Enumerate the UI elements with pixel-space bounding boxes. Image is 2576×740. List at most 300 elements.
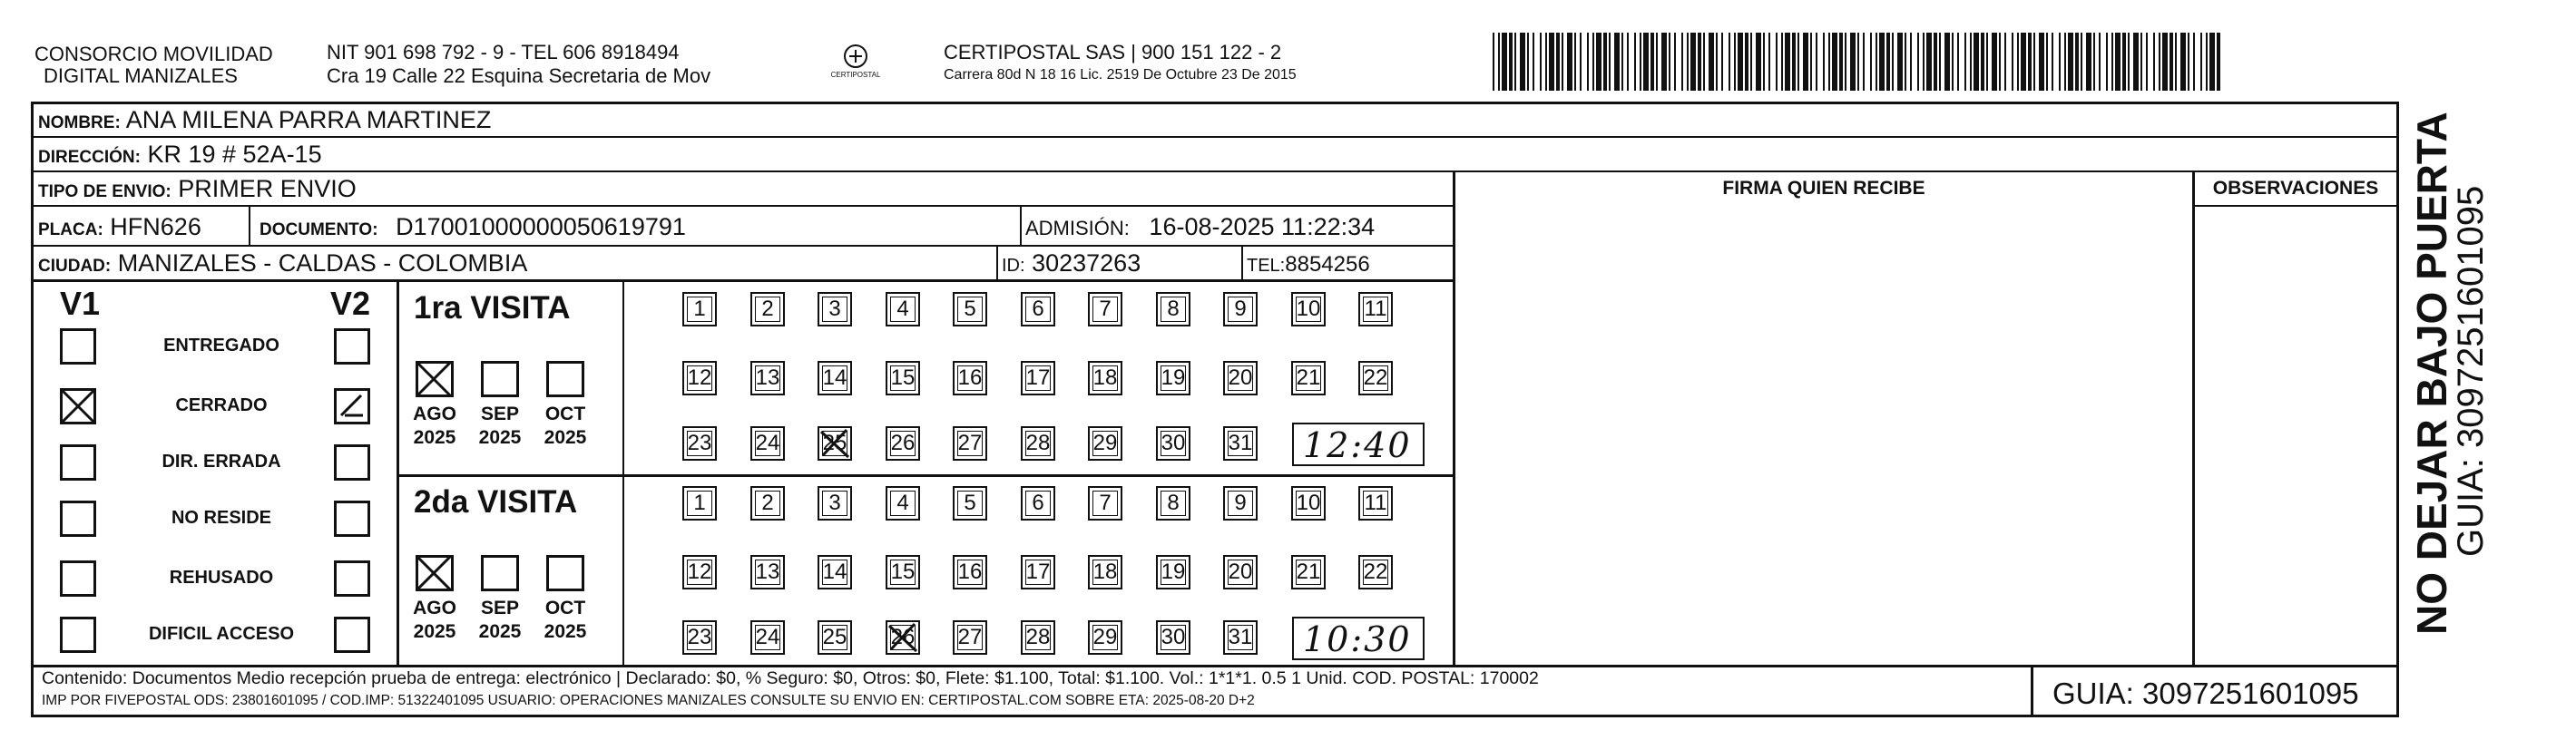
barcode-bar xyxy=(2140,33,2142,91)
address-label: DIRECCIÓN: xyxy=(38,148,141,167)
barcode-bar xyxy=(1845,33,1846,91)
barcode-bar xyxy=(1776,33,1778,91)
day-box[interactable] xyxy=(1358,486,1393,521)
day-box[interactable] xyxy=(818,361,852,395)
day-number: 27 xyxy=(957,625,983,649)
barcode-bar xyxy=(1768,33,1770,91)
barcode-bar xyxy=(1540,33,1542,91)
v2-status-checkbox[interactable] xyxy=(334,328,370,365)
day-box[interactable] xyxy=(818,486,852,521)
shipment-type-value: PRIMER ENVIO xyxy=(178,175,357,202)
year-label: 2025 xyxy=(413,621,456,642)
month-checkbox[interactable] xyxy=(416,361,454,397)
barcode-bar xyxy=(2059,33,2061,91)
day-number: 22 xyxy=(1363,365,1388,390)
v2-status-checkbox[interactable] xyxy=(334,501,370,537)
barcode-bar xyxy=(1797,33,1799,91)
barcode-bar xyxy=(1756,33,1761,91)
year-label: 2025 xyxy=(413,427,456,448)
day-number: 31 xyxy=(1228,431,1253,455)
barcode-bar xyxy=(2075,33,2079,91)
day-box[interactable] xyxy=(1156,555,1190,589)
day-number: 29 xyxy=(1092,625,1118,649)
year-label: 2025 xyxy=(478,427,522,448)
barcode-bar xyxy=(1828,33,1830,91)
year-label: 2025 xyxy=(544,427,587,448)
day-box[interactable] xyxy=(1156,620,1190,655)
barcode-bar xyxy=(1823,33,1825,91)
month-label: SEP xyxy=(480,598,520,618)
barcode-bar xyxy=(1729,33,1730,91)
day-number: 4 xyxy=(896,491,909,515)
day-box[interactable] xyxy=(1088,555,1122,589)
day-box[interactable] xyxy=(886,361,920,395)
city-field xyxy=(38,248,527,281)
day-box[interactable] xyxy=(818,426,852,461)
footer-print-info: IMP POR FIVEPOSTAL ODS: 23801601095 / COD.IMP: 51322401095 USUARIO: OPERACIONES MANIZALES CONSULTE SU ENVIO EN: CERTIPOSTAL.COM SOBRE ETA: 2025-08-20 D+2 xyxy=(42,693,1255,708)
barcode-bar xyxy=(1923,33,1925,91)
day-number: 13 xyxy=(755,560,780,584)
day-box[interactable] xyxy=(750,555,785,589)
barcode-bar xyxy=(1621,33,1623,91)
time-box[interactable] xyxy=(1292,423,1425,466)
day-box[interactable] xyxy=(1358,555,1393,589)
v1-status-checkbox[interactable] xyxy=(60,328,96,365)
barcode-bar xyxy=(1681,33,1683,91)
barcode-bar xyxy=(1876,33,1877,91)
day-box[interactable] xyxy=(682,361,717,395)
barcode-bar xyxy=(1493,33,1494,91)
barcode-bar xyxy=(1745,33,1748,91)
barcode-bar xyxy=(2122,33,2126,91)
signature-header: FIRMA QUIEN RECIBE xyxy=(1722,178,1925,199)
day-number: 20 xyxy=(1228,365,1253,390)
month-label: AGO xyxy=(413,404,456,424)
status-label: REHUSADO xyxy=(169,568,274,588)
day-box[interactable] xyxy=(1291,292,1326,326)
day-box[interactable] xyxy=(682,620,717,655)
barcode-bar xyxy=(1669,33,1670,91)
day-number: 3 xyxy=(828,491,841,515)
barcode-bar xyxy=(1545,33,1547,91)
day-box[interactable] xyxy=(953,292,987,326)
barcode-bar xyxy=(1520,33,1525,91)
barcode-bar xyxy=(1939,33,1941,91)
day-box[interactable] xyxy=(1021,426,1055,461)
day-box[interactable] xyxy=(682,555,717,589)
barcode-bar xyxy=(1910,33,1912,91)
day-number: 7 xyxy=(1099,297,1112,321)
barcode-bar xyxy=(1863,33,1865,91)
day-box[interactable] xyxy=(1291,486,1326,521)
barcode-bar xyxy=(1721,33,1723,91)
barcode-bar xyxy=(2193,33,2195,91)
barcode-bar xyxy=(1857,33,1859,91)
visit1-title: 1ra VISITA xyxy=(414,290,571,326)
barcode-bar xyxy=(1674,33,1676,91)
day-box[interactable] xyxy=(953,555,987,589)
barcode-bar xyxy=(1687,33,1689,91)
v1-status-checkbox[interactable] xyxy=(60,501,96,537)
company-name-line2: DIGITAL MANIZALES xyxy=(44,64,238,87)
barcode-bar xyxy=(1703,33,1705,91)
day-box[interactable] xyxy=(1021,292,1055,326)
barcode-bar xyxy=(2086,33,2091,91)
courier-license: Carrera 80d N 18 16 Lic. 2519 De Octubre 23 De 2015 xyxy=(944,67,1297,83)
barcode-bar xyxy=(1509,33,1513,91)
shipment-type-label: TIPO DE ENVIO: xyxy=(38,182,171,201)
barcode-bar xyxy=(1897,33,1903,91)
barcode-bar xyxy=(1690,33,1696,91)
name-value: ANA MILENA PARRA MARTINEZ xyxy=(125,106,492,133)
barcode-bar xyxy=(2021,33,2026,91)
day-number: 11 xyxy=(1364,297,1387,321)
barcode-bar xyxy=(1850,33,1856,91)
plate-label: PLACA: xyxy=(38,220,103,239)
barcode-bar xyxy=(1803,33,1808,91)
day-number: 2 xyxy=(761,491,774,515)
day-number: 30 xyxy=(1161,625,1186,649)
day-box[interactable] xyxy=(750,620,785,655)
day-box[interactable] xyxy=(953,426,987,461)
day-number: 22 xyxy=(1363,560,1388,584)
barcode-bar xyxy=(2093,33,2095,91)
day-box[interactable] xyxy=(682,426,717,461)
barcode-bar xyxy=(1974,33,1979,91)
day-box[interactable] xyxy=(1156,292,1190,326)
barcode-bar xyxy=(1614,33,1620,91)
day-number: 21 xyxy=(1296,560,1321,584)
day-number: 6 xyxy=(1032,297,1044,321)
day-box[interactable] xyxy=(1223,426,1258,461)
day-number: 12 xyxy=(687,365,712,390)
day-box[interactable] xyxy=(886,486,920,521)
day-box[interactable] xyxy=(1223,486,1258,521)
day-box[interactable] xyxy=(886,426,920,461)
barcode-bar xyxy=(1698,33,1701,91)
barcode-bar xyxy=(2004,33,2006,91)
courier-company: CERTIPOSTAL SAS | 900 151 122 - 2 xyxy=(944,41,1282,63)
day-box[interactable] xyxy=(1021,555,1055,589)
barcode-bar xyxy=(2128,33,2130,91)
barcode-bar xyxy=(1839,33,1843,91)
day-number: 7 xyxy=(1099,491,1112,515)
company-nit: NIT 901 698 792 - 9 - TEL 606 8918494 xyxy=(327,41,680,63)
day-number: 20 xyxy=(1228,560,1253,584)
barcode-bar xyxy=(1596,33,1601,91)
barcode-bar xyxy=(1905,33,1906,91)
barcode-bar xyxy=(1634,33,1636,91)
time-box[interactable] xyxy=(1292,617,1425,660)
day-box[interactable] xyxy=(886,555,920,589)
day-number: 28 xyxy=(1025,625,1051,649)
barcode-bar xyxy=(1533,33,1534,91)
barcode-bar xyxy=(1763,33,1765,91)
barcode-bar xyxy=(2033,33,2035,91)
day-box[interactable] xyxy=(953,620,987,655)
day-number: 14 xyxy=(822,365,847,390)
barcode-bar xyxy=(2028,33,2032,91)
day-box[interactable] xyxy=(1088,486,1122,521)
barcode-bar xyxy=(1781,33,1783,91)
day-number: 31 xyxy=(1228,625,1253,649)
day-box[interactable] xyxy=(818,292,852,326)
day-number: 9 xyxy=(1234,491,1247,515)
year-label: 2025 xyxy=(544,621,587,642)
barcode-bar xyxy=(1627,33,1629,91)
checkmark-x-icon xyxy=(60,388,96,424)
id-value: 30237263 xyxy=(1032,249,1141,277)
day-box[interactable] xyxy=(1291,361,1326,395)
barcode-bar xyxy=(1738,33,1743,91)
month-label: OCT xyxy=(544,598,586,618)
barcode-bar xyxy=(1640,33,1641,91)
month-checkbox[interactable] xyxy=(481,555,519,591)
month-checkbox[interactable] xyxy=(481,361,519,397)
tel-value: 8854256 xyxy=(1285,252,1370,277)
v2-status-checkbox[interactable] xyxy=(334,560,370,597)
month-checkbox[interactable] xyxy=(546,555,584,591)
barcode-bar xyxy=(1716,33,1718,91)
document-field xyxy=(260,212,686,245)
day-number: 1 xyxy=(693,491,706,515)
month-label: OCT xyxy=(544,404,586,424)
day-box[interactable] xyxy=(953,361,987,395)
v2-status-checkbox[interactable] xyxy=(334,444,370,481)
company-name-line1: CONSORCIO MOVILIDAD xyxy=(34,43,273,65)
day-number: 21 xyxy=(1296,365,1321,390)
day-box[interactable] xyxy=(1358,361,1393,395)
day-number: 3 xyxy=(828,297,841,321)
day-number: 24 xyxy=(755,625,780,649)
year-label: 2025 xyxy=(478,621,522,642)
admission-label: ADMISIÓN: xyxy=(1025,217,1130,239)
address-field xyxy=(38,140,322,172)
day-box[interactable] xyxy=(886,292,920,326)
day-number: 11 xyxy=(1364,491,1387,515)
day-box[interactable] xyxy=(886,620,920,655)
month-label: SEP xyxy=(480,404,520,424)
barcode-bar xyxy=(1944,33,1950,91)
barcode-bar xyxy=(2159,33,2160,91)
day-number: 18 xyxy=(1092,560,1118,584)
barcode-bar xyxy=(1981,33,1984,91)
day-number: 30 xyxy=(1161,431,1186,455)
day-box[interactable] xyxy=(1358,292,1393,326)
barcode-bar xyxy=(2153,33,2155,91)
day-number: 25 xyxy=(822,431,847,455)
day-box[interactable] xyxy=(682,292,717,326)
barcode-bar xyxy=(1643,33,1649,91)
barcode-bar xyxy=(1514,33,1516,91)
checkmark-x-icon xyxy=(416,555,452,591)
barcode-bar xyxy=(1502,33,1507,91)
observations-header: OBSERVACIONES xyxy=(2212,178,2379,199)
day-box[interactable] xyxy=(1088,361,1122,395)
day-box[interactable] xyxy=(750,486,785,521)
barcode-bar xyxy=(1970,33,1972,91)
barcode-bar xyxy=(1574,33,1576,91)
plate-value: HFN626 xyxy=(110,213,201,240)
barcode-bar xyxy=(2106,33,2108,91)
barcode-bar xyxy=(1999,33,2001,91)
barcode-bar xyxy=(1792,33,1796,91)
v2-header: V2 xyxy=(330,285,371,322)
day-number: 13 xyxy=(755,365,780,390)
barcode-bar xyxy=(1650,33,1654,91)
status-label: ENTREGADO xyxy=(163,336,279,355)
day-mark-icon xyxy=(818,426,852,461)
barcode-bar xyxy=(1785,33,1790,91)
v2-status-checkbox[interactable] xyxy=(334,388,370,424)
status-label: CERRADO xyxy=(175,395,268,415)
day-number: 19 xyxy=(1161,560,1186,584)
day-box[interactable] xyxy=(1088,620,1122,655)
day-number: 12 xyxy=(687,560,712,584)
day-box[interactable] xyxy=(1088,292,1122,326)
barcode-bar xyxy=(2068,33,2073,91)
document-value: D17001000000050619791 xyxy=(396,213,686,240)
day-box[interactable] xyxy=(1223,361,1258,395)
barcode-bar xyxy=(2099,33,2101,91)
day-box[interactable] xyxy=(750,426,785,461)
day-number: 5 xyxy=(964,491,976,515)
day-box[interactable] xyxy=(1021,361,1055,395)
day-number: 2 xyxy=(761,297,774,321)
barcode-bar xyxy=(1810,33,1812,91)
v1-status-checkbox[interactable] xyxy=(60,560,96,597)
company-address: Cra 19 Calle 22 Esquina Secretaria de Mov xyxy=(327,64,711,87)
day-number: 23 xyxy=(687,431,712,455)
document-label: DOCUMENTO: xyxy=(260,220,378,239)
day-box[interactable] xyxy=(818,555,852,589)
barcode-icon xyxy=(1493,33,2223,91)
day-number: 10 xyxy=(1296,491,1321,515)
v2-status-checkbox[interactable] xyxy=(334,617,370,653)
barcode-bar xyxy=(1527,33,1529,91)
no-leave-under-door-warning: NO DEJAR BAJO PUERTA xyxy=(2408,112,2455,635)
barcode-bar xyxy=(2017,33,2019,91)
barcode-bar xyxy=(2200,33,2202,91)
certipostal-logo-icon xyxy=(826,36,886,91)
day-number: 8 xyxy=(1167,297,1180,321)
certipostal-logo xyxy=(826,36,886,91)
barcode xyxy=(1493,33,2223,91)
day-box[interactable] xyxy=(1156,486,1190,521)
day-box[interactable] xyxy=(682,486,717,521)
barcode-bar xyxy=(1734,33,1736,91)
barcode-bar xyxy=(1750,33,1752,91)
barcode-bar xyxy=(2170,33,2173,91)
day-box[interactable] xyxy=(1021,486,1055,521)
barcode-bar xyxy=(1549,33,1554,91)
day-number: 14 xyxy=(822,560,847,584)
barcode-bar xyxy=(1992,33,1997,91)
day-number: 19 xyxy=(1161,365,1186,390)
barcode-bar xyxy=(1952,33,1954,91)
barcode-bar xyxy=(2052,33,2053,91)
day-box[interactable] xyxy=(1291,555,1326,589)
day-box[interactable] xyxy=(1156,361,1190,395)
barcode-bar xyxy=(2188,33,2189,91)
day-box[interactable] xyxy=(953,486,987,521)
day-number: 18 xyxy=(1092,365,1118,390)
day-box[interactable] xyxy=(1156,426,1190,461)
day-box[interactable] xyxy=(750,361,785,395)
day-number: 24 xyxy=(755,431,780,455)
day-box[interactable] xyxy=(1088,426,1122,461)
day-number: 10 xyxy=(1296,297,1321,321)
barcode-bar xyxy=(1986,33,1988,91)
month-checkbox[interactable] xyxy=(546,361,584,397)
footer-guia: GUIA: 3097251601095 xyxy=(2052,677,2359,710)
barcode-bar xyxy=(1870,33,1872,91)
barcode-bar xyxy=(1886,33,1890,91)
barcode-bar xyxy=(1603,33,1607,91)
city-value: MANIZALES - CALDAS - COLOMBIA xyxy=(117,249,528,277)
logo-text: CERTIPOSTAL xyxy=(830,71,881,79)
day-number: 9 xyxy=(1234,297,1247,321)
v1-status-checkbox[interactable] xyxy=(60,388,96,424)
day-number: 26 xyxy=(890,625,916,649)
admission-value: 16-08-2025 11:22:34 xyxy=(1149,213,1376,240)
barcode-bar xyxy=(2111,33,2113,91)
barcode-bar xyxy=(1816,33,1817,91)
day-number: 5 xyxy=(964,297,976,321)
day-box[interactable] xyxy=(1223,555,1258,589)
day-box[interactable] xyxy=(750,292,785,326)
barcode-bar xyxy=(2162,33,2168,91)
checkmark-x-icon xyxy=(416,361,452,397)
day-number: 27 xyxy=(957,431,983,455)
id-label: ID: xyxy=(1002,256,1025,276)
status-label: NO RESIDE xyxy=(171,508,272,528)
admission-field xyxy=(1025,212,1375,243)
side-guia: GUIA: 3097251601095 xyxy=(2451,185,2491,557)
barcode-bar xyxy=(2115,33,2121,91)
day-number: 28 xyxy=(1025,431,1051,455)
barcode-bar xyxy=(1562,33,1563,91)
barcode-bar xyxy=(1656,33,1658,91)
visit2-title: 2da VISITA xyxy=(414,484,578,520)
barcode-bar xyxy=(2046,33,2048,91)
day-number: 4 xyxy=(896,297,909,321)
v1-status-checkbox[interactable] xyxy=(60,444,96,481)
day-box[interactable] xyxy=(1223,292,1258,326)
barcode-bar xyxy=(2180,33,2186,91)
v1-status-checkbox[interactable] xyxy=(60,617,96,653)
name-label: NOMBRE: xyxy=(38,113,121,132)
day-number: 1 xyxy=(693,297,706,321)
barcode-bar xyxy=(1892,33,1894,91)
day-number: 17 xyxy=(1025,560,1051,584)
day-box[interactable] xyxy=(1021,620,1055,655)
id-field xyxy=(1002,248,1141,280)
barcode-bar xyxy=(1964,33,1966,91)
tel-label: TEL: xyxy=(1247,256,1286,276)
day-box[interactable] xyxy=(1223,620,1258,655)
footer-contents: Contenido: Documentos Medio recepción prueba de entrega: electrónico | Declarado: $0, % Seguro: $0, Otros: $0, Flete: $1.100, Total: $1.100. Vol.: 1*1*1. 0.5 1 Unid. COD. POSTAL: 170002 xyxy=(42,668,1539,688)
month-checkbox[interactable] xyxy=(416,555,454,591)
barcode-bar xyxy=(1661,33,1667,91)
barcode-bar xyxy=(2175,33,2177,91)
day-number: 16 xyxy=(957,560,983,584)
day-number: 17 xyxy=(1025,365,1051,390)
barcode-bar xyxy=(2217,33,2220,91)
day-box[interactable] xyxy=(818,620,852,655)
shipment-type-field xyxy=(38,174,357,207)
day-number: 6 xyxy=(1032,491,1044,515)
